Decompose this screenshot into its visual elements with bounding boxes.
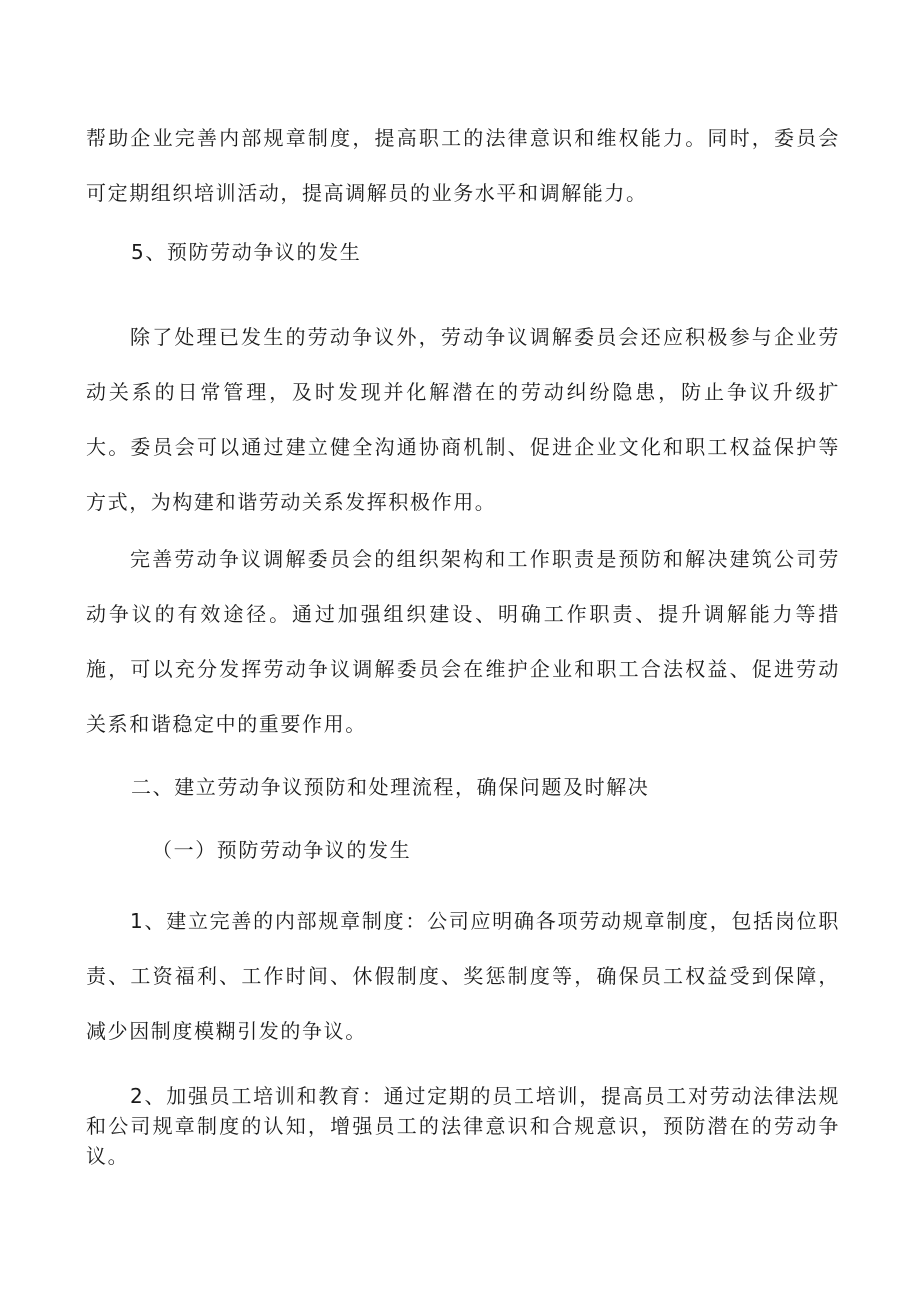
paragraph-committee-training: 帮助企业完善内部规章制度，提高职工的法律意识和维权能力。同时，委员会可定期组织培训活动，提高调解员的业务水平和调解能力。 <box>86 126 840 205</box>
list-item-employee-training: 2、加强员工培训和教育：通过定期的员工培训，提高员工对劳动法律法规和公司规章制度的认知，增强员工的法律意识和合规意识，预防潜在的劳动争议。 <box>86 1084 840 1168</box>
list-item-internal-rules: 1、建立完善的内部规章制度：公司应明确各项劳动规章制度，包括岗位职责、工资福利、工作时间、休假制度、奖惩制度等，确保员工权益受到保障，减少因制度模糊引发的争议。 <box>86 909 840 1043</box>
paragraph-organization-structure: 完善劳动争议调解委员会的组织架构和工作职责是预防和解决建筑公司劳动争议的有效途径。通过加强组织建设、明确工作职责、提升调解能力等措施，可以充分发挥劳动争议调解委员会在维护企业和职工合法权益、促进劳动关系和谐稳定中的重要作用。 <box>86 547 840 736</box>
heading-prevent-disputes: 5、预防劳动争议的发生 <box>131 240 362 264</box>
subsection-heading-prevention: （一）预防劳动争议的发生 <box>152 838 412 862</box>
section-heading-process: 二、建立劳动争议预防和处理流程，确保问题及时解决 <box>131 775 650 799</box>
paragraph-daily-management: 除了处理已发生的劳动争议外，劳动争议调解委员会还应积极参与企业劳动关系的日常管理，及时发现并化解潜在的劳动纠纷隐患，防止争议升级扩大。委员会可以通过建立健全沟通协商机制、促进企业文化和职工权益保护等方式，为构建和谐劳动关系发挥积极作用。 <box>86 325 840 514</box>
